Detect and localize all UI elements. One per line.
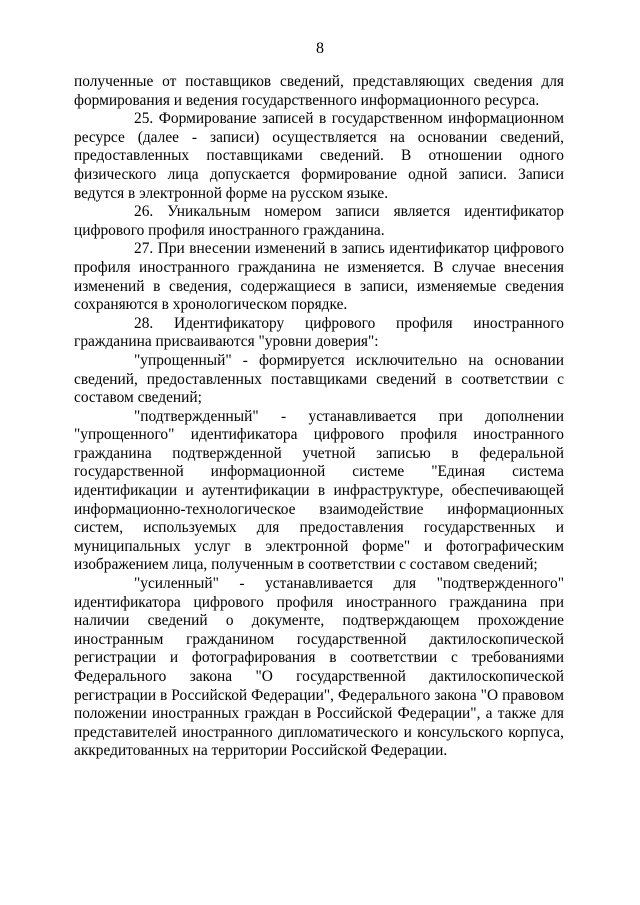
paragraph-26: 26. Уникальным номером записи является идентификатор цифрового профиля иностранного гражданина. [74, 203, 564, 239]
paragraph-continuation: полученные от поставщиков сведений, представляющих сведения для формирования и ведения государственного информационного ресурса. [74, 73, 564, 109]
trust-level-simplified: "упрощенный" - формируется исключительно на основании сведений, предоставленных поставщиками сведений в соответствии с составом сведений; [74, 351, 564, 407]
trust-level-enhanced: "усиленный" - устанавливается для "подтвержденного" идентификатора цифрового профиля иностранного гражданина при наличии сведений о документе, подтверждающем прохождение иностранным гражданином государственной дактилоскопической регистрации и фотографирования в соответствии с требованиями Федерального закона "О государственной дактилоскопической регистрации в Российской Федерации", Федерального закона "О правовом положении иностранных граждан в Российской Федерации", а также для представителей иностранного дипломатического и консульского корпуса, аккредитованных на территории Российской Федерации. [74, 575, 564, 760]
body-text [74, 73, 564, 761]
trust-level-confirmed: "подтвержденный" - устанавливается при дополнении "упрощенного" идентификатора цифрового профиля иностранного гражданина подтвержденной учетной записью в федеральной государственной информационной системе "Единая система идентификации и аутентификации в инфраструктуре, обеспечивающей информационно-технологическое взаимодействие информационных систем, используемых для предоставления государственных и муниципальных услуг в электронной форме" и фотографическим изображением лица, полученным в соответствии с составом сведений; [74, 407, 564, 574]
paragraph-27: 27. При внесении изменений в запись идентификатор цифрового профиля иностранного гражданина не изменяется. В случае внесения изменений в сведения, содержащиеся в записи, изменяемые сведения сохраняются в хронологическом порядке. [74, 240, 564, 314]
paragraph-25: 25. Формирование записей в государственном информационном ресурсе (далее - записи) осуществляется на основании сведений, предоставленных поставщиками сведений. В отношении одного физического лица допускается формирование одной записи. Записи ведутся в электронной форме на русском языке. [74, 110, 564, 202]
paragraph-28: 28. Идентификатору цифрового профиля иностранного гражданина присваиваются "уровни доверия": [74, 314, 564, 351]
page-number: 8 [316, 40, 324, 57]
